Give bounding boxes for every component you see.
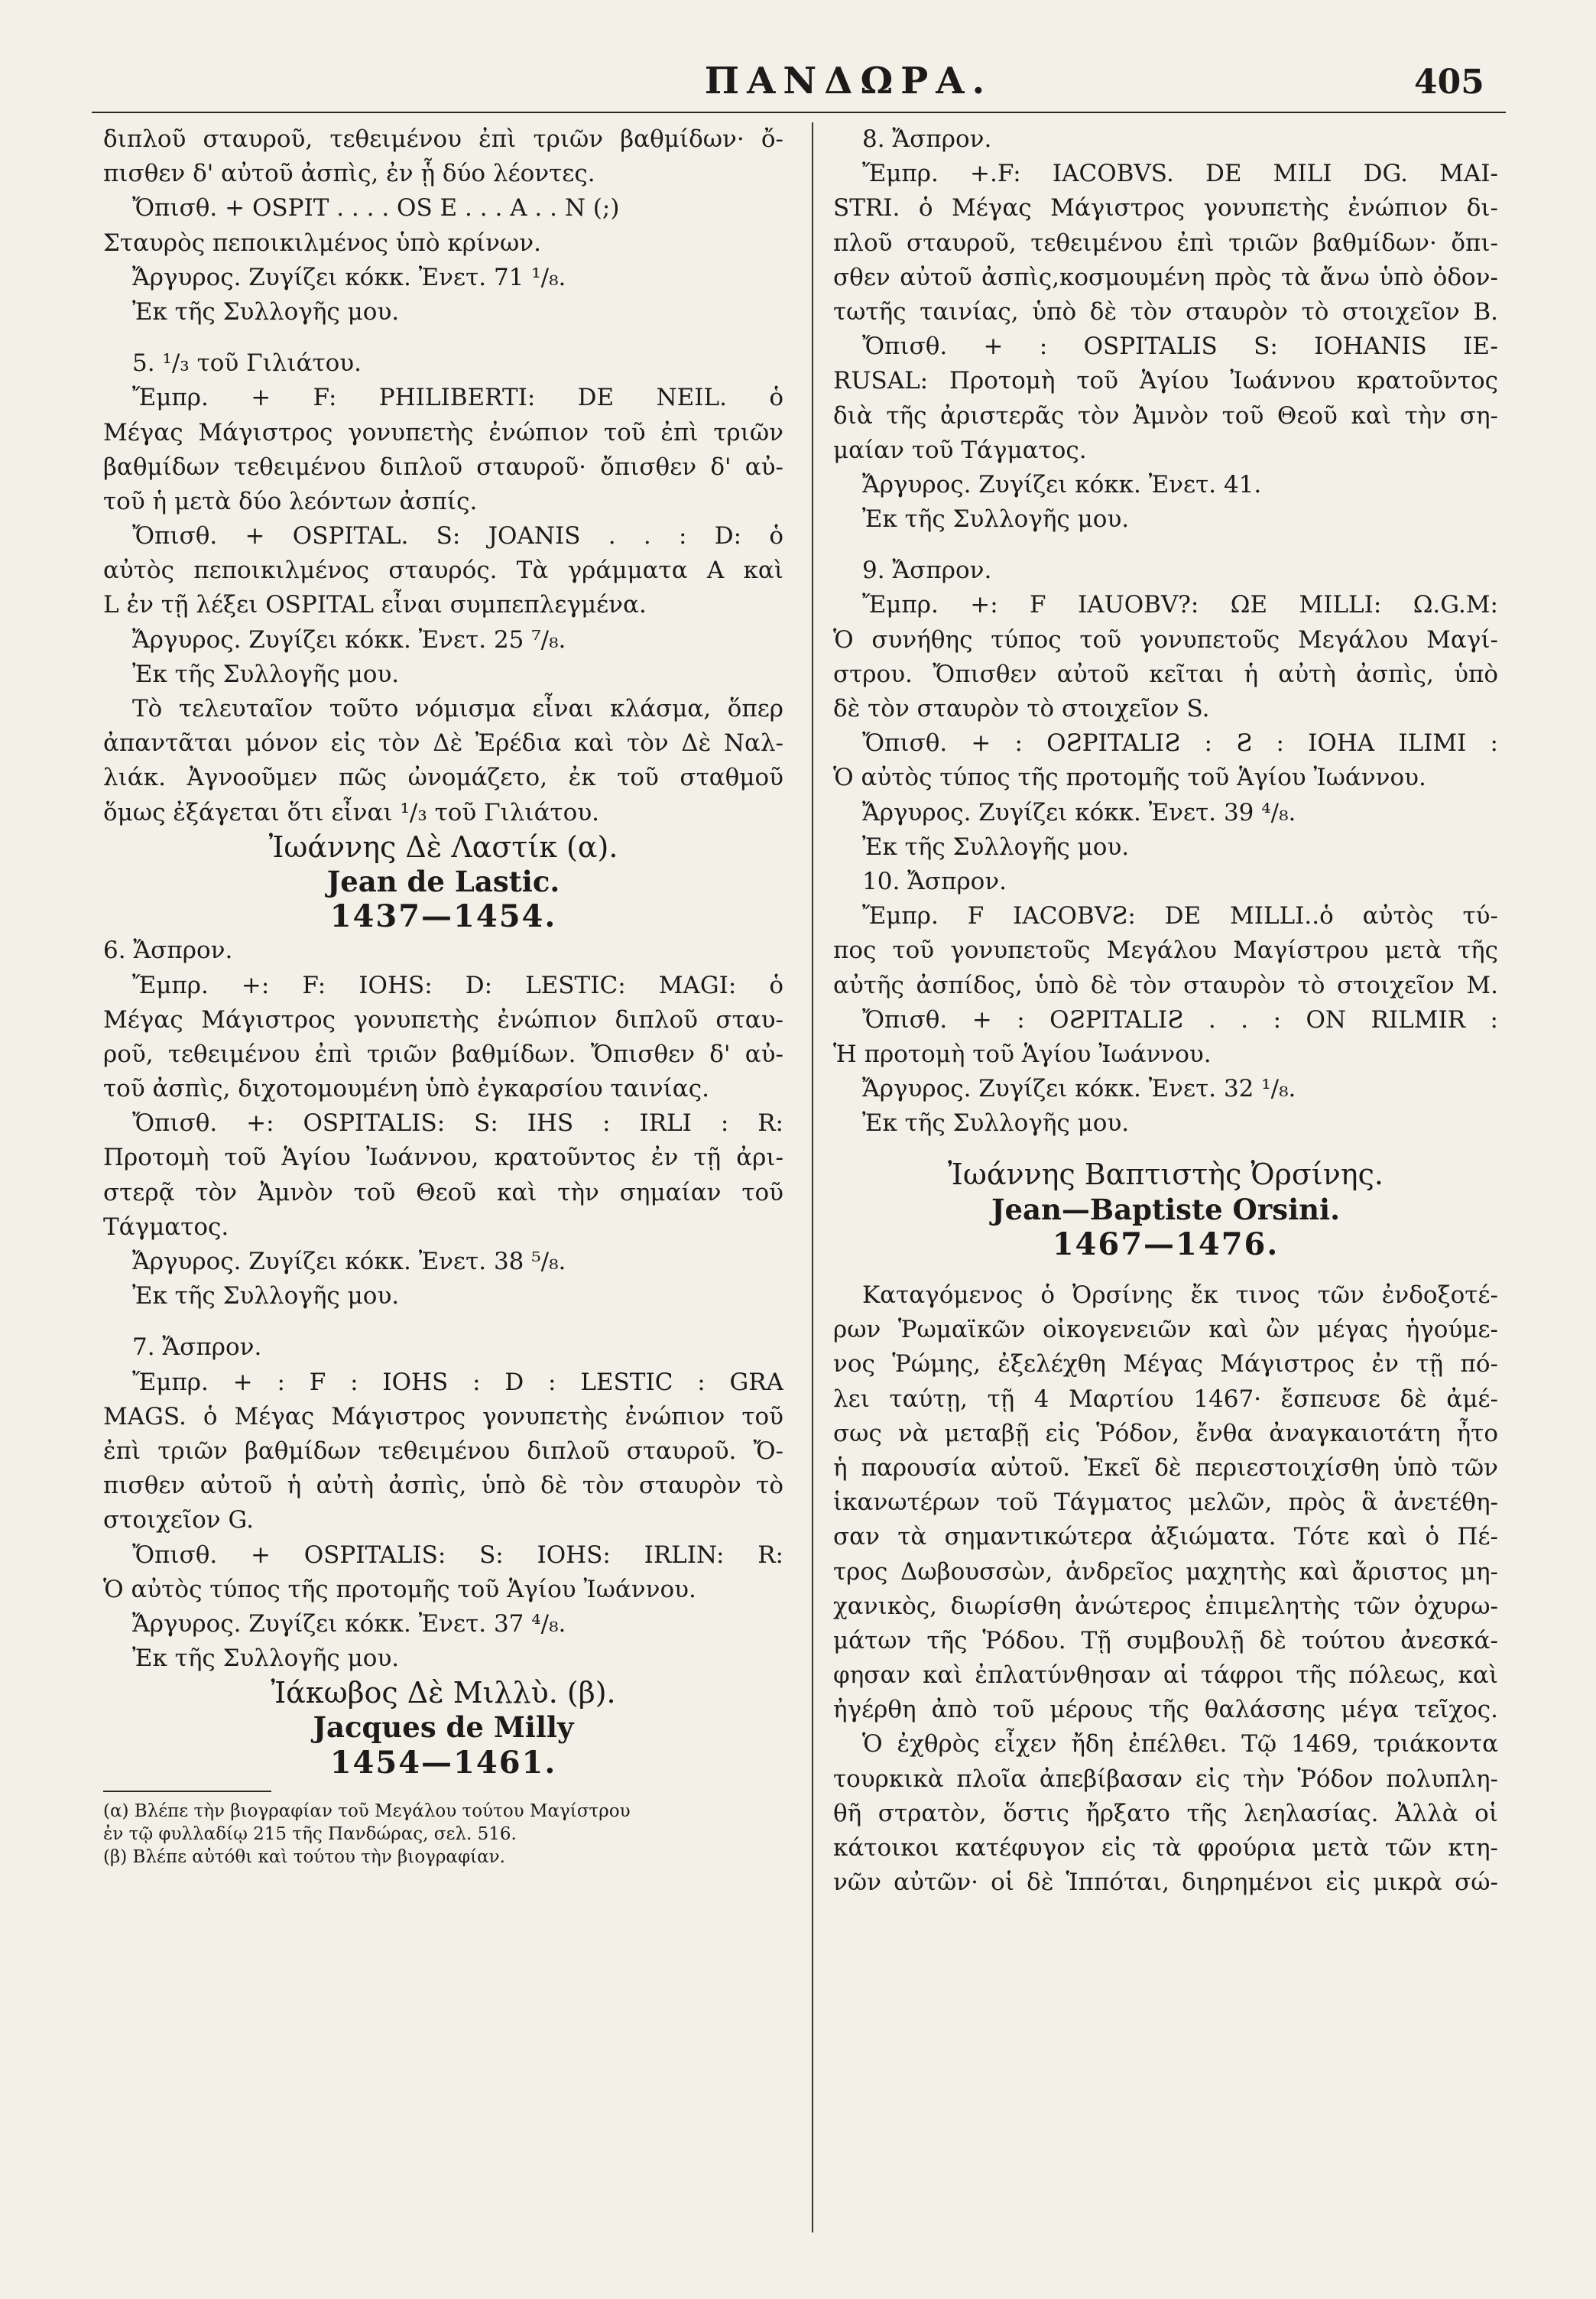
text-line: ρων Ῥωμαϊκῶν οἰκογενειῶν καὶ ὢν μέγας ἡγούμε-: [833, 1316, 1498, 1344]
text-line: 9. Ἄσπρον.: [862, 557, 992, 585]
column-rule: [812, 122, 813, 2232]
text-line: Ἄργυρος. Ζυγίζει κόκκ. Ἐνετ. 39 ⁴/₈.: [862, 798, 1296, 826]
text-line: ὅμως ἐξάγεται ὅτι εἶναι ¹/₃ τοῦ Γιλιάτου.: [103, 798, 600, 826]
text-line: Μέγας Μάγιστρος γονυπετὴς ἐνώπιον τοῦ ἐπὶ τριῶν: [103, 418, 783, 446]
line-gap: [103, 330, 783, 346]
text-line: Ἔμπρ. +: F IAUOBV?: ΩE MILLI: Ω.G.M:: [862, 591, 1498, 619]
text-line: σθεν αὐτοῦ ἀσπὶς,κοσμουμένη πρὸς τὰ ἄνω ὑπὸ ὀδον-: [833, 263, 1498, 291]
text-line: Ὁ αὐτὸς τύπος τῆς προτομῆς τοῦ Ἁγίου Ἰωάννου.: [103, 1575, 696, 1603]
text-line: ἠγέρθη ἀπὸ τοῦ μέρους τῆς θαλάσσης μέγα τεῖχος.: [833, 1696, 1498, 1724]
line-gap: [833, 1141, 1498, 1158]
text-line: Τάγματος.: [103, 1213, 229, 1241]
text-line: STRI. ὁ Μέγας Μάγιστρος γονυπετὴς ἐνώπιον δι-: [833, 194, 1498, 222]
text-line: διὰ τῆς ἀριστερᾶς τὸν Ἀμνὸν τοῦ Θεοῦ καὶ τὴν ση-: [833, 401, 1498, 430]
section-heading: Ἰωάννης Βαπτιστὴς Ὀρσίνης.: [948, 1158, 1384, 1192]
text-line: λει ταύτῃ, τῇ 4 Μαρτίου 1467· ἔσπευσε δὲ ἀμέ-: [833, 1385, 1498, 1413]
text-line: σαν τὰ σημαντικώτερα ἀξιώματα. Τότε καὶ ὁ Πέ-: [833, 1523, 1498, 1551]
text-line: μαίαν τοῦ Τάγματος.: [833, 436, 1087, 464]
text-line: σως νὰ μεταβῇ εἰς Ῥόδον, ἔνθα ἀναγκαιοτάτη ἦτο: [833, 1419, 1498, 1447]
text-line: φησαν καὶ ἐπλατύνθησαν αἱ τάφροι τῆς πόλεως, καὶ: [833, 1661, 1498, 1690]
text-line: ἱκανωτέρων τοῦ Τάγματος μελῶν, πρὸς ἃ ἀνετέθη-: [833, 1489, 1498, 1517]
text-line: Ὁ ἐχθρὸς εἶχεν ἤδη ἐπέλθει. Τῷ 1469, τριάκοντα: [862, 1730, 1498, 1758]
text-line: Καταγόμενος ὁ Ὀρσίνης ἔκ τινος τῶν ἐνδοξοτέ-: [862, 1281, 1498, 1309]
text-line: Σταυρὸς πεποικιλμένος ὑπὸ κρίνων.: [103, 229, 542, 257]
text-line: πισθεν δ' αὐτοῦ ἀσπὶς, ἐν ᾗ δύο λέοντες.: [103, 160, 595, 188]
text-line: αὐτὸς πεποικιλμένος σταυρός. Τὰ γράμματα Α καὶ: [103, 557, 783, 585]
text-line: Ὄπισθ. + : OƧPITALIƧ : Ƨ : IOHA ILIMI :: [862, 729, 1498, 758]
text-line: Ἡ προτομὴ τοῦ Ἁγίου Ἰωάννου.: [833, 1040, 1212, 1068]
text-line: πλοῦ σταυροῦ, τεθειμένου ἐπὶ τριῶν βαθμίδων· ὄπι-: [833, 229, 1498, 257]
header-rule: [92, 112, 1506, 113]
text-line: Ἔμπρ. F IACOBVƧ: DE MILLI..ὁ αὐτὸς τύ-: [862, 902, 1498, 930]
section-heading: 1454—1461.: [329, 1745, 557, 1780]
text-line: Ἐκ τῆς Συλλογῆς μου.: [132, 660, 400, 688]
text-line: Ἄργυρος. Ζυγίζει κόκκ. Ἐνετ. 25 ⁷/₈.: [132, 625, 566, 654]
text-line: Ὄπισθ. + : OSPITALIS S: IOHANIS IE-: [862, 333, 1498, 361]
text-line: ἀπαντᾶται μόνον εἰς τὸν Δὲ Ἐρέδια καὶ τὸν Δὲ Ναλ-: [103, 729, 783, 758]
text-line: Ἔμπρ. +: F: IOHS: D: LESTIC: MAGI: ὁ: [132, 971, 783, 999]
line-gap: [833, 1262, 1498, 1278]
text-line: Ἐκ τῆς Συλλογῆς μου.: [132, 1645, 400, 1673]
text-line: ἡ παρουσία αὐτοῦ. Ἐκεῖ δὲ περιεστοιχίσθη ὑπὸ τῶν: [833, 1453, 1498, 1482]
text-line: Ἐκ τῆς Συλλογῆς μου.: [132, 1282, 400, 1310]
text-line: Ἄργυρος. Ζυγίζει κόκκ. Ἐνετ. 38 ⁵/₈.: [132, 1248, 566, 1275]
section-heading: Ἰάκωβος Δὲ Μιλλὺ. (β).: [271, 1676, 616, 1710]
section-heading: Jean de Lastic.: [326, 864, 560, 898]
text-line: τοῦ ἡ μετὰ δύο λεόντων ἀσπίς.: [103, 487, 478, 515]
text-line: Ὄπισθ. + OSPIT . . . . OS E . . . A . . N (;): [132, 194, 620, 222]
text-line: θῆ στρατὸν, ὅστις ἤρξατο τῆς λεηλασίας. Ἀλλὰ οἱ: [833, 1799, 1498, 1827]
text-line: Ἔμπρ. + F: PHILIBERTI: DE NEIL. ὁ: [132, 384, 783, 412]
text-line: στερᾷ τὸν Ἀμνὸν τοῦ Θεοῦ καὶ τὴν σημαίαν τοῦ: [103, 1178, 783, 1206]
text-line: Ἄργυρος. Ζυγίζει κόκκ. Ἐνετ. 41.: [862, 470, 1262, 498]
text-line: Ὄπισθ. + : OƧPITALIƧ . . : ON RILMIR :: [862, 1005, 1498, 1034]
text-line: στοιχεῖον G.: [103, 1506, 255, 1534]
text-line: τοῦ ἀσπὶς, διχοτομουμένη ὑπὸ ἐγκαρσίου ταινίας.: [103, 1075, 709, 1103]
text-line: νῶν αὐτῶν· οἱ δὲ Ἱππόται, διηρημένοι εἰς μικρὰ σώ-: [833, 1869, 1498, 1897]
footnote: (α) Βλέπε τὴν βιογραφίαν τοῦ Μεγάλου τούτου Μαγίστρου: [103, 1801, 631, 1821]
text-line: 5. ¹/₃ τοῦ Γιλιάτου.: [132, 349, 362, 378]
text-line: Ἐκ τῆς Συλλογῆς μου.: [862, 1109, 1130, 1138]
text-line: 7. Ἄσπρον.: [132, 1333, 262, 1362]
text-line: Ἄργυρος. Ζυγίζει κόκκ. Ἐνετ. 32 ¹/₈.: [862, 1075, 1296, 1103]
text-line: νος Ῥώμης, ἐξελέχθη Μέγας Μάγιστρος ἐν τῇ πό-: [833, 1350, 1498, 1378]
text-line: Ἔμπρ. +.F: IACOBVS. DE MILI DG. MAI-: [862, 160, 1498, 188]
text-line: Ἄργυρος. Ζυγίζει κόκκ. Ἐνετ. 37 ⁴/₈.: [132, 1609, 566, 1638]
text-line: L ἐν τῇ λέξει OSPITAL εἶναι συμπεπλεγμένα.: [103, 591, 647, 619]
text-line: Ἐκ τῆς Συλλογῆς μου.: [862, 833, 1130, 861]
text-line: ἐπὶ τριῶν βαθμίδων τεθειμένου διπλοῦ σταυροῦ. Ὄ-: [103, 1437, 783, 1465]
text-line: πος τοῦ γονυπετοῦς Μεγάλου Μαγίστρου μετὰ τῆς: [833, 937, 1498, 965]
text-line: Τὸ τελευταῖον τοῦτο νόμισμα εἶναι κλάσμα, ὅπερ: [132, 695, 783, 722]
line-gap: [103, 1313, 783, 1330]
text-line: Ὄπισθ. +: OSPITALIS: S: IHS : IRLI : R:: [132, 1109, 783, 1138]
text-line: βαθμίδων τεθειμένου διπλοῦ σταυροῦ· ὄπισθεν δ' αὐ-: [103, 453, 783, 481]
text-line: διπλοῦ σταυροῦ, τεθειμένου ἐπὶ τριῶν βαθμίδων· ὄ-: [103, 125, 783, 153]
text-line: Ὄπισθ. + OSPITALIS: S: IOHS: IRLIN: R:: [132, 1541, 783, 1569]
text-line: δὲ τὸν σταυρὸν τὸ στοιχεῖον S.: [833, 695, 1210, 722]
text-line: λιάκ. Ἀγνοοῦμεν πῶς ὠνομάζετο, ἐκ τοῦ σταθμοῦ: [103, 764, 783, 792]
text-line: Ἔμπρ. + : F : IOHS : D : LESTIC : GRA: [132, 1368, 783, 1396]
text-line: μάτων τῆς Ῥόδου. Τῇ συμβουλῇ δὲ τούτου ἀνεσκά-: [833, 1626, 1498, 1654]
left-column: [103, 122, 783, 1869]
footnote: (β) Βλέπε αὐτόθι καὶ τούτου τὴν βιογραφίαν.: [103, 1846, 505, 1867]
text-line: Μέγας Μάγιστρος γονυπετὴς ἐνώπιον διπλοῦ σταυ-: [103, 1005, 783, 1034]
text-line: Ἐκ τῆς Συλλογῆς μου.: [132, 297, 400, 326]
footnote: ἐν τῷ φυλλαδίῳ 215 τῆς Πανδώρας, σελ. 516.: [103, 1823, 517, 1844]
text-line: τουρκικὰ πλοῖα ἀπεβίβασαν εἰς τὴν Ῥόδον πολυπλη-: [833, 1765, 1498, 1793]
text-line: τωτῆς ταινίας, ὑπὸ δὲ τὸν σταυρὸν τὸ στοιχεῖον Β.: [833, 297, 1498, 326]
section-heading: Jacques de Milly: [313, 1710, 574, 1745]
text-line: 10. Ἄσπρον.: [862, 867, 1007, 895]
text-line: κάτοικοι κατέφυγον εἰς τὰ φρούρια μετὰ τῶν κτη-: [833, 1834, 1498, 1862]
text-line: 8. Ἄσπρον.: [862, 125, 992, 153]
text-line: Προτομὴ τοῦ Ἁγίου Ἰωάννου, κρατοῦντος ἐν τῇ ἀρι-: [103, 1144, 783, 1172]
text-line: χανικὸς, διωρίσθη ἀνώτερος ἐπιμελητὴς τῶν ὀχυρω-: [833, 1592, 1498, 1620]
section-heading: Jean—Baptiste Orsini.: [991, 1192, 1340, 1226]
text-line: Ὁ αὐτὸς τύπος τῆς προτομῆς τοῦ Ἁγίου Ἰωάννου.: [833, 764, 1426, 792]
text-line: τρος Δωβουσσὼν, ἀνδρεῖος μαχητὴς καὶ ἄριστος μη-: [833, 1557, 1498, 1586]
text-line: MAGS. ὁ Μέγας Μάγιστρος γονυπετὴς ἐνώπιον τοῦ: [103, 1402, 783, 1430]
text-line: αὐτῆς ἀσπίδος, ὑπὸ δὲ τὸν σταυρὸν τὸ στοιχεῖον Μ.: [833, 971, 1498, 999]
footnote-rule: [103, 1791, 271, 1792]
text-line: Ἐκ τῆς Συλλογῆς μου.: [862, 505, 1130, 534]
section-heading: 1467—1476.: [1052, 1226, 1280, 1262]
section-heading: Ἰωάννης Δὲ Λαστίκ (α).: [268, 830, 618, 864]
right-column: [833, 122, 1498, 1900]
line-gap: [833, 537, 1498, 554]
text-line: Ὄπισθ. + OSPITAL. S: JOANIS . . : D: ὁ: [132, 522, 783, 550]
text-line: στρου. Ὄπισθεν αὐτοῦ κεῖται ἡ αὐτὴ ἀσπὶς, ὑπὸ: [833, 660, 1498, 688]
text-line: RUSAL: Προτομὴ τοῦ Ἁγίου Ἰωάννου κρατοῦντος: [833, 367, 1498, 395]
text-line: Ὁ συνήθης τύπος τοῦ γονυπετοῦς Μεγάλου Μαγί-: [833, 625, 1498, 654]
text-line: 6. Ἄσπρον.: [103, 937, 233, 965]
page-number: 405: [1414, 63, 1484, 102]
section-heading: 1437—1454.: [329, 899, 557, 934]
running-title: ΠΑΝΔΩΡΑ.: [704, 60, 993, 102]
text-line: πισθεν αὐτοῦ ἡ αὐτὴ ἀσπὶς, ὑπὸ δὲ τὸν σταυρὸν τὸ: [103, 1472, 783, 1500]
text-line: ροῦ, τεθειμένου ἐπὶ τριῶν βαθμίδων. Ὄπισθεν δ' αὐ-: [103, 1040, 783, 1068]
text-line: Ἄργυρος. Ζυγίζει κόκκ. Ἐνετ. 71 ¹/₈.: [132, 263, 566, 291]
